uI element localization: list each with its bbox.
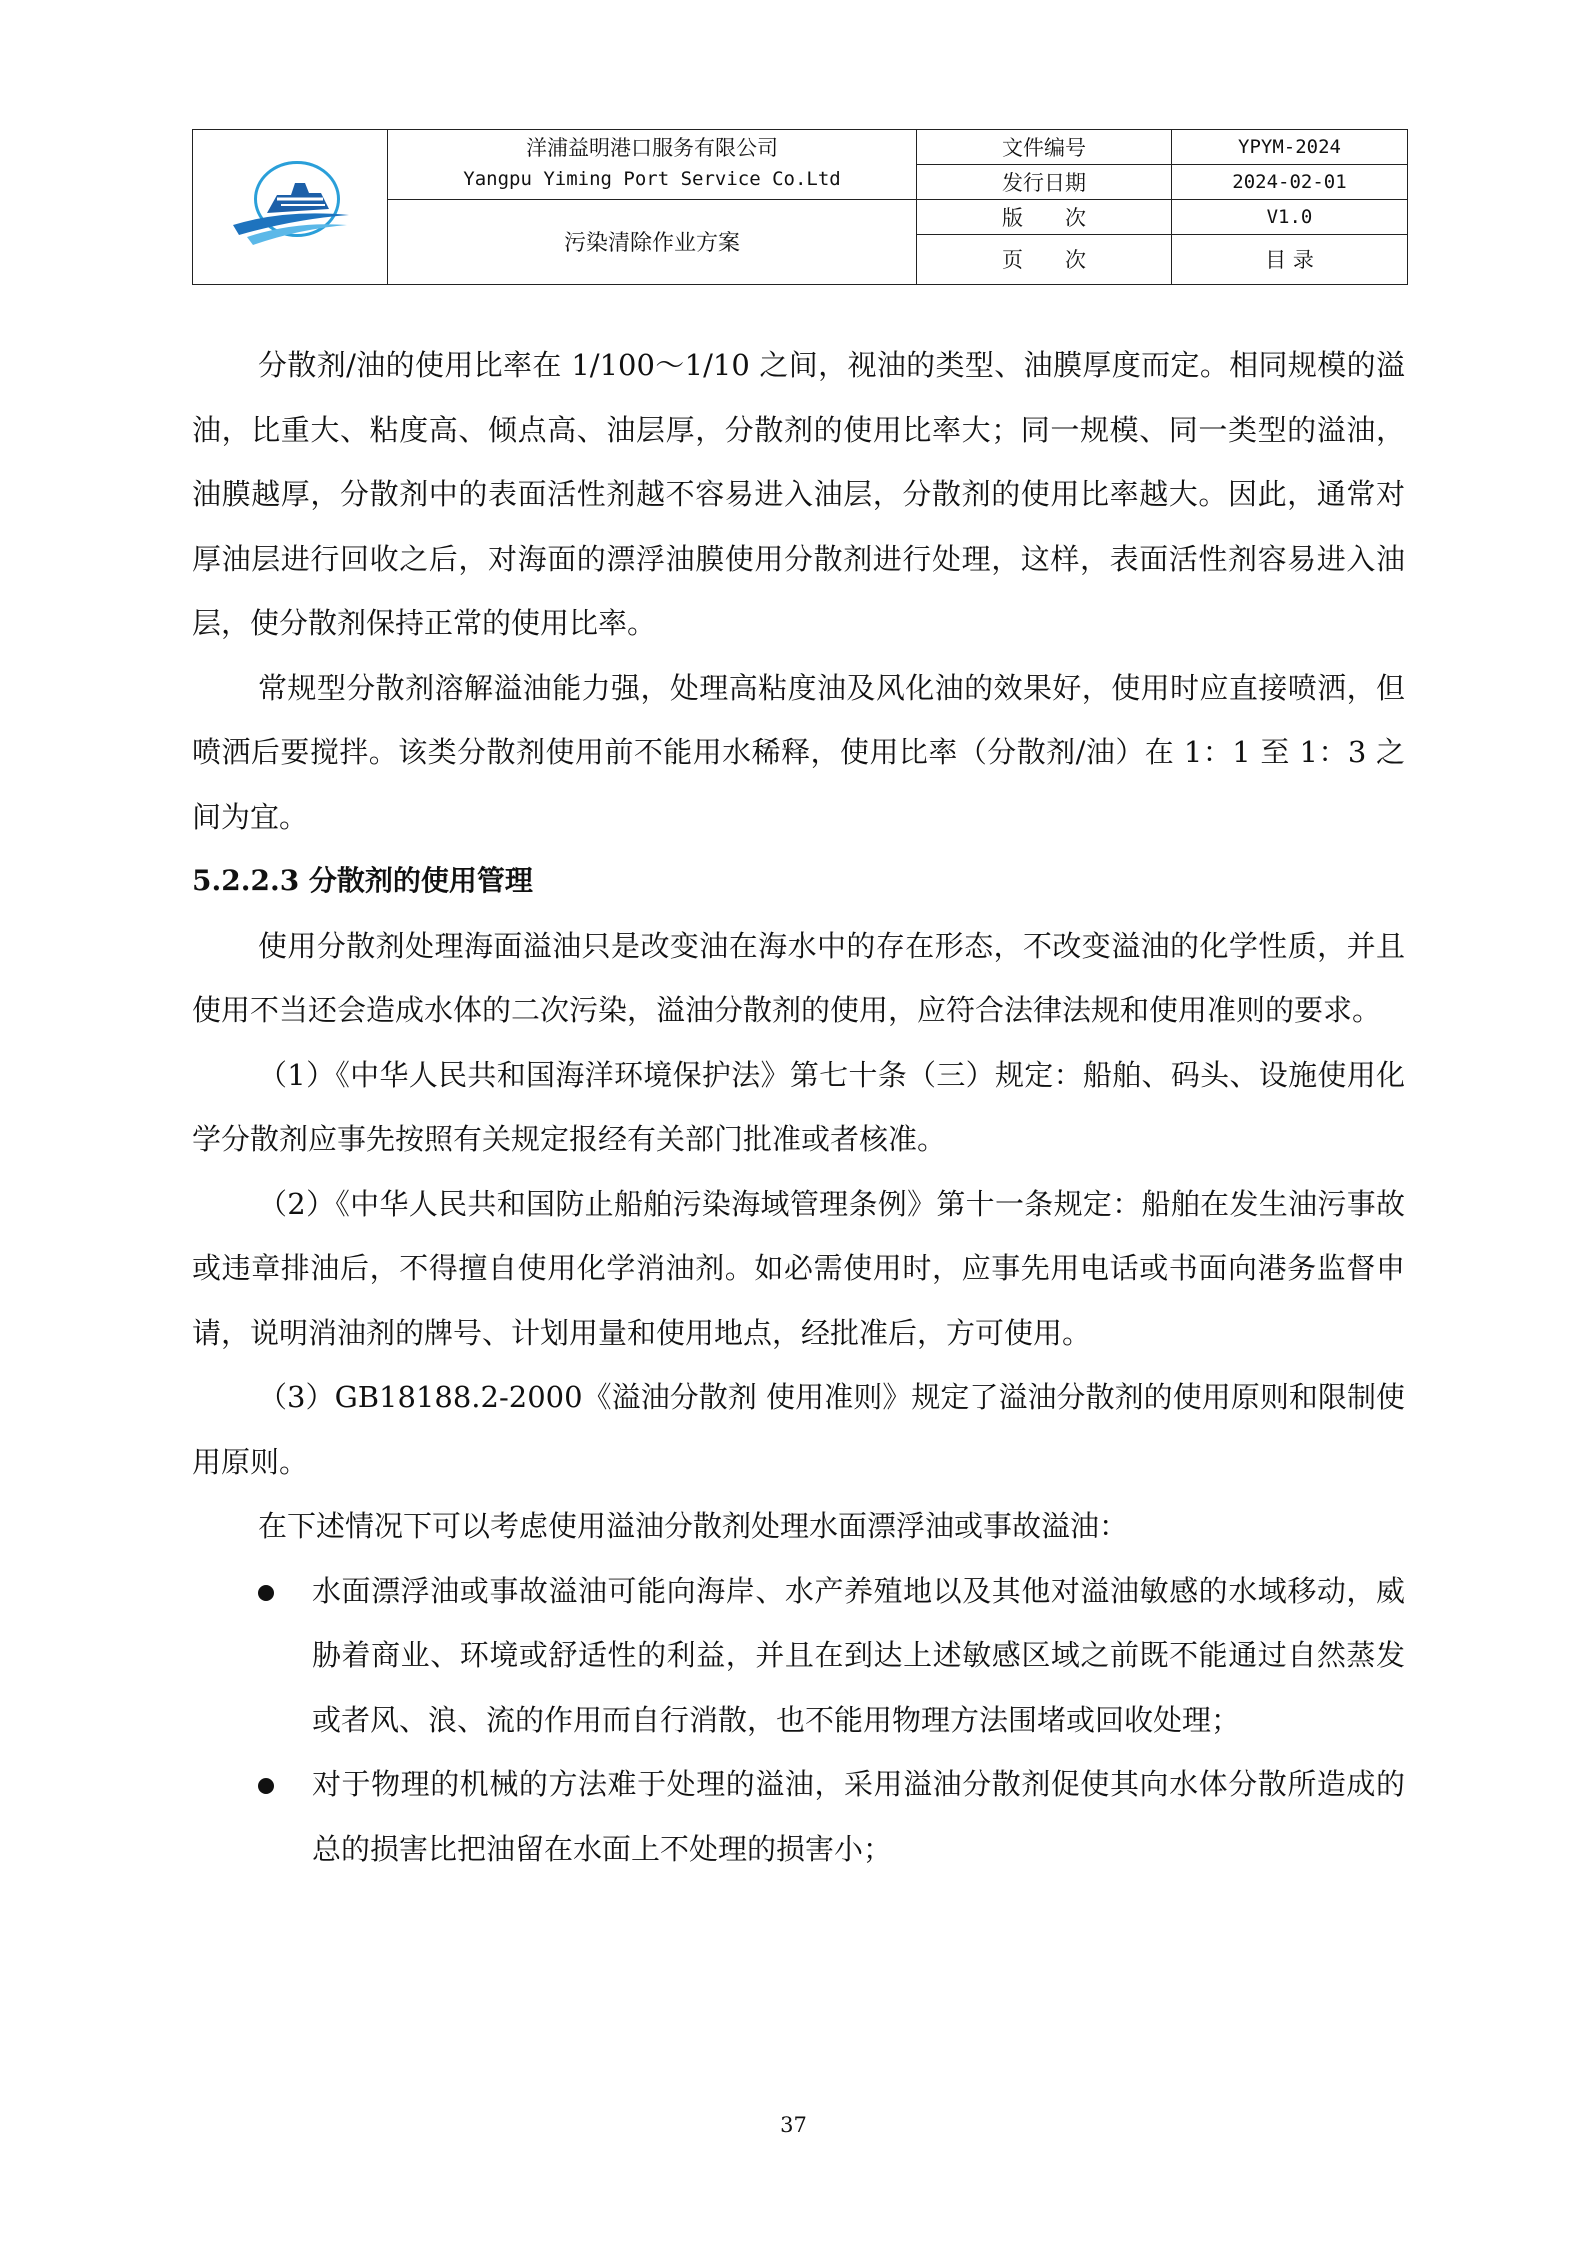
section-heading: 5.2.2.3 分散剂的使用管理 — [192, 864, 533, 897]
header-label-doc-number: 文件编号 — [917, 130, 1172, 165]
header-value-version: V1.0 — [1172, 199, 1408, 234]
document-title: 污染清除作业方案 — [388, 199, 917, 284]
page-number: 37 — [780, 2113, 807, 2137]
company-name-en: Yangpu Yiming Port Service Co.Ltd — [463, 168, 841, 191]
header-label-version: 版 次 — [917, 199, 1172, 234]
header-value-doc-number: YPYM-2024 — [1172, 130, 1408, 165]
paragraph-dispersant-ratio: 分散剂/油的使用比率在 1/100～1/10 之间，视油的类型、油膜厚度而定。相同规模的溢油，比重大、粘度高、倾点高、油层厚，分散剂的使用比率大；同一规模、同一类型的溢油，油膜越厚，分散剂中的表面活性剂越不容易进入油层，分散剂的使用比率越大。因此，通常对厚油层进行回收之后，对海面的漂浮油膜使用分散剂进行处理，这样，表面活性剂容易进入油层，使分散剂保持正常的使用比率。 — [192, 348, 1405, 640]
company-name-cn: 洋浦益明港口服务有限公司 — [526, 136, 778, 161]
list-item — [192, 1559, 1405, 1753]
bullet-dot-icon — [258, 1585, 274, 1601]
list-item-text: 水面漂浮油或事故溢油可能向海岸、水产养殖地以及其他对溢油敏感的水域移动，威胁着商业、环境或舒适性的利益，并且在到达上述敏感区域之前既不能通过自然蒸发或者风、浪、流的作用而自行消散，也不能用物理方法围堵或回收处理； — [312, 1573, 1405, 1737]
paragraph-gb-standard: （3）GB18188.2-2000《溢油分散剂 使用准则》规定了溢油分散剂的使用原则和限制使用原则。 — [192, 1380, 1405, 1479]
company-logo-cell — [193, 130, 388, 285]
list-item-text: 对于物理的机械的方法难于处理的溢油，采用溢油分散剂促使其向水体分散所造成的总的损害比把油留在水面上不处理的损害小； — [312, 1767, 1405, 1866]
bullet-dot-icon — [258, 1778, 274, 1794]
paragraph-ship-pollution-regulation: （2）《中华人民共和国防止船舶污染海域管理条例》第十一条规定：船舶在发生油污事故或违章排油后，不得擅自使用化学消油剂。如必需使用时，应事先用电话或书面向港务监督申请，说明消油剂的牌号、计划用量和使用地点，经批准后，方可使用。 — [192, 1186, 1405, 1350]
ship-logo-icon — [225, 155, 355, 255]
header-value-issue-date: 2024-02-01 — [1172, 164, 1408, 199]
header-label-issue-date: 发行日期 — [917, 164, 1172, 199]
header-label-page: 页 次 — [917, 234, 1172, 284]
paragraph-conditions-intro: 在下述情况下可以考虑使用溢油分散剂处理水面漂浮油或事故溢油： — [258, 1509, 1129, 1543]
document-header-table — [192, 129, 1408, 285]
header-value-page: 目 录 — [1172, 234, 1408, 284]
paragraph-conventional-dispersant: 常规型分散剂溶解溢油能力强，处理高粘度油及风化油的效果好，使用时应直接喷洒，但喷洒后要搅拌。该类分散剂使用前不能用水稀释，使用比率（分散剂/油）在 1：1 至 1：3 之间为宜。 — [192, 670, 1405, 834]
list-item — [192, 1752, 1405, 1881]
paragraph-usage-intro: 使用分散剂处理海面溢油只是改变油在海水中的存在形态，不改变溢油的化学性质，并且使用不当还会造成水体的二次污染，溢油分散剂的使用，应符合法律法规和使用准则的要求。 — [192, 928, 1405, 1027]
document-body — [192, 333, 1405, 1881]
company-name-cell — [388, 130, 917, 200]
paragraph-marine-law: （1）《中华人民共和国海洋环境保护法》第七十条（三）规定：船舶、码头、设施使用化学分散剂应事先按照有关规定报经有关部门批准或者核准。 — [192, 1057, 1405, 1156]
